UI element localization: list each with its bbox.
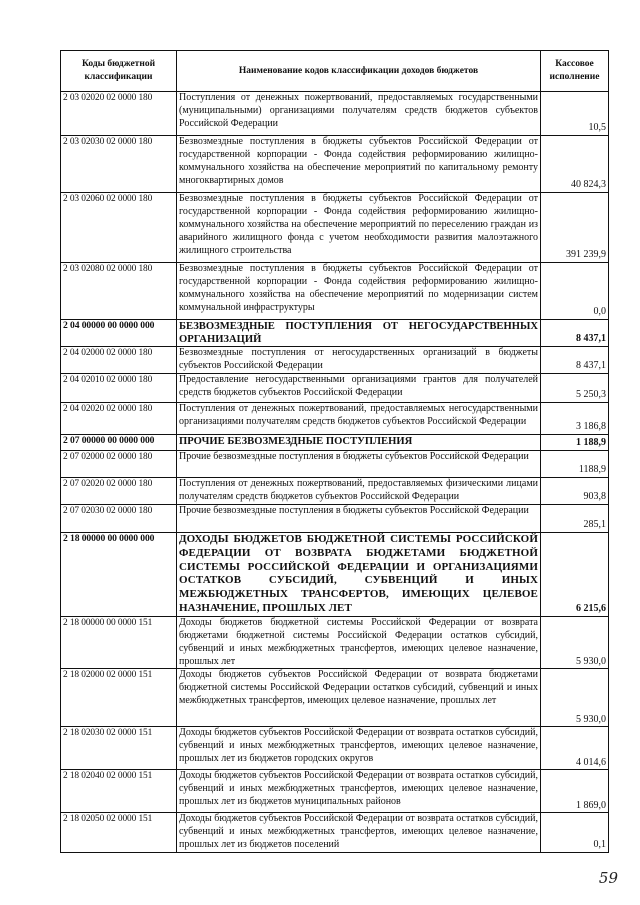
classification-code-cell: 2 04 02010 02 0000 180	[61, 374, 177, 403]
table-row	[61, 193, 609, 263]
classification-name-cell: Доходы бюджетов бюджетной системы Российской Федерации от возврата бюджетами бюджетной системы Российской Федерации остатков субсидий, субвенций и иных межбюджетных трансфертов, имеющих целевое назначение, прошлых лет	[177, 616, 541, 669]
cash-execution-cell: 6 215,6	[541, 533, 609, 617]
classification-code-cell: 2 03 02060 02 0000 180	[61, 193, 177, 263]
classification-name-cell: Прочие безвозмездные поступления в бюджеты субъектов Российской Федерации	[177, 505, 541, 533]
table-row	[61, 347, 609, 374]
classification-code-cell: 2 04 02020 02 0000 180	[61, 403, 177, 435]
cash-execution-cell: 5 930,0	[541, 669, 609, 727]
header-amount: Кассовое исполнение	[541, 51, 609, 92]
cash-execution-cell: 5 250,3	[541, 374, 609, 403]
classification-name-cell: Безвозмездные поступления в бюджеты субъектов Российской Федерации от государственной корпорации - Фонда содействия реформированию жилищно-коммунального хозяйства на обеспечение мероприятий по переселению граждан из аварийного жилищного фонда с учетом необходимости развития малоэтажного жилищного строительства	[177, 193, 541, 263]
table-row	[61, 374, 609, 403]
classification-name-cell: Доходы бюджетов субъектов Российской Федерации от возврата остатков субсидий, субвенций и иных межбюджетных трансфертов, имеющих целевое назначение, прошлых лет из бюджетов городских округов	[177, 727, 541, 770]
cash-execution-cell: 1 188,9	[541, 435, 609, 451]
classification-code-cell: 2 04 02000 02 0000 180	[61, 347, 177, 374]
classification-name-cell: Безвозмездные поступления от негосударственных организаций в бюджеты субъектов Российской Федерации	[177, 347, 541, 374]
classification-code-cell: 2 07 02020 02 0000 180	[61, 478, 177, 505]
classification-name-cell: Доходы бюджетов субъектов Российской Федерации от возврата остатков субсидий, субвенций и иных межбюджетных трансфертов, имеющих целевое назначение, прошлых лет из бюджетов поселений	[177, 813, 541, 853]
cash-execution-cell: 1 869,0	[541, 770, 609, 813]
cash-execution-cell: 4 014,6	[541, 727, 609, 770]
table-row	[61, 92, 609, 136]
classification-name-cell: Доходы бюджетов субъектов Российской Федерации от возврата бюджетами бюджетной системы Российской Федерации остатков субсидий, субвенций и иных межбюджетных трансфертов, имеющих целевое назначение, прошлых лет	[177, 669, 541, 727]
cash-execution-cell: 391 239,9	[541, 193, 609, 263]
cash-execution-cell: 285,1	[541, 505, 609, 533]
classification-name-cell: Доходы бюджетов субъектов Российской Федерации от возврата остатков субсидий, субвенций и иных межбюджетных трансфертов, имеющих целевое назначение, прошлых лет из бюджетов муниципальных районов	[177, 770, 541, 813]
cash-execution-cell: 0,0	[541, 263, 609, 320]
cash-execution-cell: 40 824,3	[541, 136, 609, 193]
page-number: 59	[598, 869, 618, 887]
table-row	[61, 136, 609, 193]
table-row	[61, 770, 609, 813]
cash-execution-cell: 1188,9	[541, 451, 609, 478]
cash-execution-cell: 903,8	[541, 478, 609, 505]
classification-code-cell: 2 07 02030 02 0000 180	[61, 505, 177, 533]
cash-execution-cell: 0,1	[541, 813, 609, 853]
budget-revenue-table-container	[60, 50, 608, 853]
cash-execution-cell: 5 930,0	[541, 616, 609, 669]
classification-name-cell: Безвозмездные поступления в бюджеты субъектов Российской Федерации от государственной корпорации - Фонда содействия реформированию жилищно-коммунального хозяйства на обеспечение мероприятий по капитальному ремонту многоквартирных домов	[177, 136, 541, 193]
table-row	[61, 616, 609, 669]
classification-name-cell: Поступления от денежных пожертвований, предоставляемых физическими лицами получателям средств бюджетов субъектов Российской Федерации	[177, 478, 541, 505]
table-header-row	[61, 51, 609, 92]
classification-name-cell: Безвозмездные поступления в бюджеты субъектов Российской Федерации от государственной корпорации - Фонда содействия реформированию жилищно-коммунального хозяйства на обеспечение мероприятий по модернизации систем коммунальной инфраструктуры	[177, 263, 541, 320]
header-name: Наименование кодов классификации доходов бюджетов	[177, 51, 541, 92]
classification-code-cell: 2 07 00000 00 0000 000	[61, 435, 177, 451]
classification-name-cell: ПРОЧИЕ БЕЗВОЗМЕЗДНЫЕ ПОСТУПЛЕНИЯ	[177, 435, 541, 451]
classification-code-cell: 2 03 02030 02 0000 180	[61, 136, 177, 193]
budget-revenue-table	[60, 50, 609, 853]
table-row	[61, 533, 609, 617]
classification-code-cell: 2 18 02040 02 0000 151	[61, 770, 177, 813]
classification-code-cell: 2 18 02050 02 0000 151	[61, 813, 177, 853]
table-header	[61, 51, 609, 92]
table-row	[61, 813, 609, 853]
table-row	[61, 478, 609, 505]
classification-code-cell: 2 03 02080 02 0000 180	[61, 263, 177, 320]
table-row	[61, 505, 609, 533]
classification-code-cell: 2 07 02000 02 0000 180	[61, 451, 177, 478]
cash-execution-cell: 8 437,1	[541, 347, 609, 374]
table-row	[61, 263, 609, 320]
cash-execution-cell: 10,5	[541, 92, 609, 136]
classification-code-cell: 2 18 02030 02 0000 151	[61, 727, 177, 770]
table-row	[61, 403, 609, 435]
cash-execution-cell: 8 437,1	[541, 320, 609, 347]
classification-name-cell: Поступления от денежных пожертвований, предоставляемых государственными (муниципальными) организациями получателям средств бюджетов субъектов Российской Федерации	[177, 92, 541, 136]
classification-code-cell: 2 18 02000 02 0000 151	[61, 669, 177, 727]
classification-code-cell: 2 04 00000 00 0000 000	[61, 320, 177, 347]
table-row	[61, 727, 609, 770]
classification-name-cell: БЕЗВОЗМЕЗДНЫЕ ПОСТУПЛЕНИЯ ОТ НЕГОСУДАРСТВЕННЫХ ОРГАНИЗАЦИЙ	[177, 320, 541, 347]
cash-execution-cell: 3 186,8	[541, 403, 609, 435]
table-row	[61, 435, 609, 451]
table-row	[61, 669, 609, 727]
table-body	[61, 92, 609, 853]
classification-name-cell: ДОХОДЫ БЮДЖЕТОВ БЮДЖЕТНОЙ СИСТЕМЫ РОССИЙСКОЙ ФЕДЕРАЦИИ ОТ ВОЗВРАТА БЮДЖЕТАМИ БЮДЖЕТНОЙ СИСТЕМЫ РОССИЙСКОЙ ФЕДЕРАЦИИ И ОРГАНИЗАЦИЯМИ ОСТАТКОВ СУБСИДИЙ, СУБВЕНЦИЙ И ИНЫХ МЕЖБЮДЖЕТНЫХ ТРАНСФЕРТОВ, ИМЕЮЩИХ ЦЕЛЕВОЕ НАЗНАЧЕНИЕ, ПРОШЛЫХ ЛЕТ	[177, 533, 541, 617]
classification-code-cell: 2 03 02020 02 0000 180	[61, 92, 177, 136]
classification-name-cell: Предоставление негосударственными организациями грантов для получателей средств бюджетов субъектов Российской Федерации	[177, 374, 541, 403]
classification-code-cell: 2 18 00000 00 0000 151	[61, 616, 177, 669]
header-code: Коды бюджетной классификации	[61, 51, 177, 92]
classification-name-cell: Поступления от денежных пожертвований, предоставляемых негосударственными организациями получателям средств бюджетов субъектов Российской Федерации	[177, 403, 541, 435]
table-row	[61, 451, 609, 478]
classification-name-cell: Прочие безвозмездные поступления в бюджеты субъектов Российской Федерации	[177, 451, 541, 478]
classification-code-cell: 2 18 00000 00 0000 000	[61, 533, 177, 617]
table-row	[61, 320, 609, 347]
